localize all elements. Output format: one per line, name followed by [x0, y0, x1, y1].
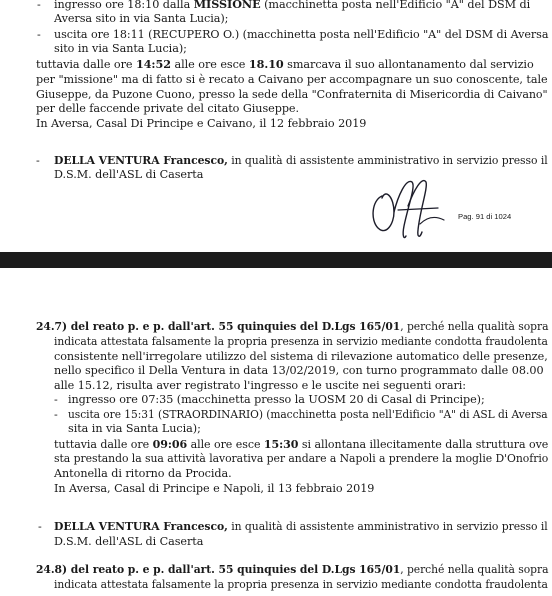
- document-page-bottom: [0, 268, 552, 596]
- text: , perché nella qualità sopra: [400, 320, 549, 333]
- bold-time: 15:30: [263, 437, 299, 451]
- text: , perché nella qualità sopra: [400, 563, 549, 576]
- entry-line: uscita ore 18:11 (RECUPERO O.) (macchinetta posta nell'Edificio "A" del DSM di Aversa: [54, 28, 549, 41]
- entry-line: [54, 0, 530, 11]
- paragraph-line: Antonella di ritorno da Procida.: [54, 467, 232, 480]
- text: si allontana illecitamente dalla struttura ove: [298, 438, 549, 451]
- entry-line: ingresso ore 07:35 (macchinetta presso la UOSM 20 di Casal di Principe);: [68, 393, 485, 406]
- entry-line-cont: Aversa sito in via Santa Lucia);: [54, 12, 229, 25]
- paragraph-line: [54, 438, 548, 451]
- charge-title: 24.7) del reato p. e p. dall'art. 55 quinquies del D.Lgs 165/01: [36, 319, 401, 333]
- text: alle ore esce: [171, 58, 249, 71]
- paragraph-line: alle 15.12, risulta aver registrato l'ingresso e le uscite nei seguenti orari:: [54, 379, 467, 392]
- bold-time: 09:06: [152, 437, 188, 451]
- paragraph-line: per "missione" ma di fatto si è recato a Caivano per accompagnare un suo conoscente, tale: [36, 73, 548, 86]
- bullet-dash: -: [37, 0, 41, 11]
- charge-heading: [36, 320, 548, 333]
- bold-text: MISSIONE: [193, 0, 261, 11]
- accused-name: DELLA VENTURA Francesco,: [54, 153, 228, 167]
- text: tuttavia dalle ore: [54, 438, 153, 451]
- accused-name: DELLA VENTURA Francesco,: [54, 519, 228, 533]
- page-separator: [0, 252, 552, 268]
- text: tuttavia dalle ore: [36, 58, 136, 71]
- paragraph-line: sta prestando la sua attività lavorativa per andare a Napoli a prendere la moglie D'Onofrio: [54, 452, 549, 465]
- paragraph-line: Giuseppe, da Puzone Cuono, presso la sede della "Confraternita di Misericordia di Caivano": [36, 88, 548, 101]
- text: (macchinetta posta nell'Edificio "A" del DSM di: [260, 0, 531, 11]
- page-number: Pag. 91 di 1024: [458, 212, 512, 221]
- bullet-dash: -: [54, 393, 58, 406]
- entry-line-cont: sito in via Santa Lucia);: [54, 42, 187, 55]
- place-date: In Aversa, Casal di Principe e Napoli, il 13 febbraio 2019: [54, 482, 375, 495]
- bold-time: 14:52: [135, 57, 171, 71]
- charge-heading: [36, 563, 548, 576]
- text: in qualità di assistente amministrativo in servizio presso il: [227, 154, 548, 167]
- paragraph-line: consistente nell'irregolare utilizzo del sistema di rilevazione automatico delle presenze,: [54, 350, 548, 363]
- paragraph-line: indicata attestata falsamente la propria presenza in servizio mediante condotta fraudolenta: [54, 335, 548, 348]
- accused-line-cont: D.S.M. dell'ASL di Caserta: [54, 168, 204, 181]
- bold-time: 18.10: [248, 57, 284, 71]
- accused-line-cont: D.S.M. dell'ASL di Caserta: [54, 535, 204, 548]
- entry-line: uscita ore 15:31 (STRAORDINARIO) (macchinetta posta nell'Edificio "A" di ASL di Aversa: [68, 408, 548, 421]
- entry-line-cont: sita in via Santa Lucia);: [68, 422, 201, 435]
- text: in qualità di assistente amministrativo in servizio presso il: [227, 520, 548, 533]
- accused-dash: -: [38, 520, 42, 533]
- accused-dash: -: [36, 154, 40, 167]
- paragraph-line: [36, 58, 534, 71]
- place-date: In Aversa, Casal Di Principe e Caivano, il 12 febbraio 2019: [36, 117, 367, 130]
- text: ingresso ore 18:10 dalla: [54, 0, 194, 11]
- paragraph-line: per delle faccende private del citato Giuseppe.: [36, 102, 300, 115]
- accused-line: [54, 154, 548, 167]
- handwritten-signature: [368, 176, 448, 242]
- text: alle ore esce: [187, 438, 264, 451]
- document-page-top: [0, 0, 552, 252]
- text: smarcava il suo allontanamento dal servizio: [283, 58, 534, 71]
- bullet-dash: -: [54, 408, 58, 421]
- bullet-dash: -: [37, 28, 41, 41]
- paragraph-line: nello specifico il Della Ventura in data 13/02/2019, con turno programmato dalle 08.00: [54, 364, 544, 377]
- charge-title: 24.8) del reato p. e p. dall'art. 55 quinquies del D.Lgs 165/01: [36, 562, 401, 576]
- paragraph-line: indicata attestata falsamente la propria presenza in servizio mediante condotta fraudolenta: [54, 578, 548, 591]
- accused-line: [54, 520, 548, 533]
